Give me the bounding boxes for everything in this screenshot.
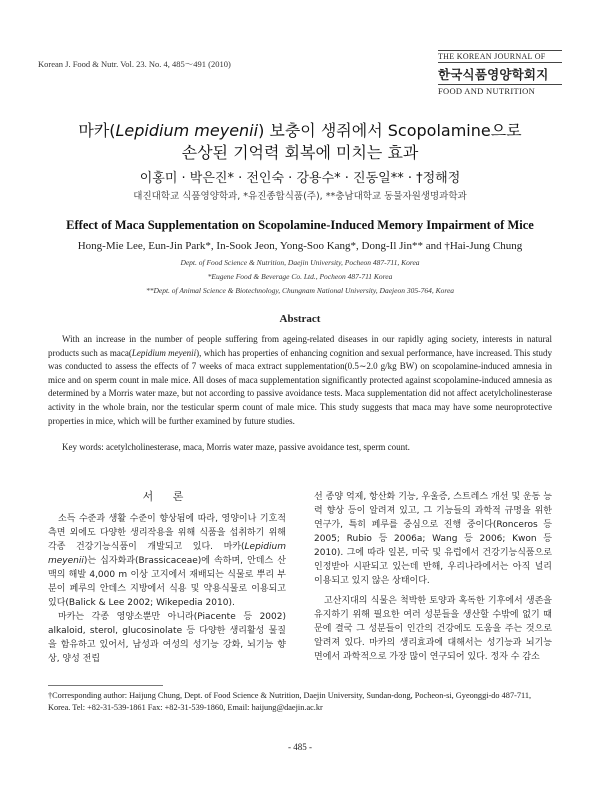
journal-name-en-top: THE KOREAN JOURNAL OF	[438, 50, 562, 63]
journal-name-en-bottom: FOOD AND NUTRITION	[438, 84, 562, 96]
abstract-species: Lepidium meyenii	[131, 347, 197, 358]
footnote-divider	[48, 685, 163, 686]
abstract-heading: Abstract	[279, 313, 321, 325]
affiliation-en-2: *Eugene Food & Beverage Co. Ltd., Pocheon 487-711 Korea	[207, 272, 393, 281]
page-header	[38, 50, 562, 100]
affiliation-en-3: **Dept. of Animal Science & Biotechnology, Chungnam National University, Daejeon 305-764, Korea	[145, 286, 455, 295]
intro-p1-part2: )는 십자화과(Brassicaceae)에 속하며, 안데스 산맥의 해발 4,000 m 이상 고지에서 재배되는 식물로 뿌리 부분이 페루의 안데스 지방에서 식용 및 약용식물로 이용되고 있다(Balick & Lee 2002; Wikepedia 2010).	[48, 556, 286, 608]
journal-masthead	[438, 50, 562, 96]
body-column-right	[314, 490, 552, 664]
journal-citation: Korean J. Food & Nutr. Vol. 23. No. 4, 485～491 (2010)	[38, 59, 231, 69]
title-kr-part1: 마카(	[78, 121, 116, 140]
body-column-left	[48, 490, 286, 666]
page-number: - 485 -	[288, 742, 312, 752]
affiliations-korean: 대진대학교 식품영양학과, *유진종합식품(주), **충남대학교 동물자원생명과학과	[133, 191, 467, 202]
intro-paragraph-3: 선 종양 억제, 항산화 기능, 우울증, 스트레스 개선 및 운동 능력 향상 등이 알려져 있고, 그 기능들의 과학적 규명을 위한 연구가, 특히 페루를 중심으로 진행 중이다(Ronceros 등 2005; Rubio 등 2006a; Wang 등 2006; Kwon 등 2010). 그에 따라 일본, 미국 및 유럽에서 건강기능식품으로 인정받아 시판되고 있는데 반해, 우리나라에서는 아직 널리 이용되고 있지 않은 상태이다.	[314, 492, 552, 586]
paper-title-korean	[30, 120, 570, 164]
corresponding-author-footnote: †Corresponding author: Haijung Chung, Dept. of Food Science & Nutrition, Daejin University, Sundan-dong, Pocheon-si, Gyeonggi-do 487-711, Korea. Tel: +82-31-539-1861 Fax: +82-31-539-1860, Email: haijung@daejin.ac.kr	[48, 691, 532, 712]
title-kr-line2: 손상된 기억력 회복에 미치는 효과	[181, 143, 419, 162]
keywords: Key words: acetylcholinesterase, maca, Morris water maze, passive avoidance test, sperm count.	[62, 442, 410, 452]
abstract-text-part1: With an increase in the number of people suffering from ageing-related diseases in our rapidly aging society, interests in natural products such as maca(	[48, 334, 552, 358]
abstract-text-part2: ), which has properties of enhancing cognition and sexual performance, have increased. This study was conducted to assess the effects of 7 weeks of maca extract supplementation(0.5∼2.0 g/kg BW) on scopolamine-induced amnesia in mice and on sperm count in male mice. All doses of maca supplementation significantly protected against scopolamine-induced amnesia as determined by a Morris water maze, but not according to passive avoidance tests. Maca supplementation did not affect acetylcholinesterase activity in the whole brain, nor the testicular sperm count of male mice. This study suggests that maca may have some neuroprotective properties in mice, which will be further examined by future studies.	[48, 347, 552, 426]
title-kr-line1	[30, 120, 570, 142]
intro-paragraph-2: 마카는 각종 영양소뿐만 아니라(Piacente 등 2002) alkaloid, sterol, glucosinolate 등 다양한 생리활성 물질을 함유하고 있어서, 남성과 여성의 성기능 강화, 뇌기능 향상, 양성 전립	[48, 612, 286, 664]
intro-p1-species: Lepidium meyenii	[48, 542, 286, 566]
affiliation-en-1: Dept. of Food Science & Nutrition, Daejin University, Pocheon 487-711, Korea	[180, 258, 420, 267]
abstract-body	[48, 333, 552, 428]
title-kr-part2: ) 보충이 생쥐에서 Scopolamine으로	[258, 121, 522, 140]
authors-korean: 이홍미 · 박은진* · 전인숙 · 강용수* · 진동일** · †정해정	[139, 171, 461, 186]
section-heading-introduction: 서 론	[142, 490, 192, 503]
intro-paragraph-1	[48, 512, 286, 610]
intro-p1-part1: 소득 수준과 생활 수준이 향상됨에 따라, 영양이나 기호적 측면 외에도 다양한 생리작용을 위해 식품을 섭취하기 위해 각종 건강기능식품이 개발되고 있다. 마카(	[48, 514, 286, 552]
journal-name-kr: 한국식품영양학회지	[438, 67, 549, 82]
intro-paragraph-4: 고산지대의 식물은 척박한 토양과 혹독한 기후에서 생존을 유지하기 위해 필요한 여러 성분들을 생산할 수밖에 없기 때문에 결국 그 성분들이 인간의 건강에도 도움을 주는 것으로 알려져 있다. 마카의 생리효과에 대해서는 성기능과 뇌기능 면에서 과학적으로 가장 많이 연구되어 있다. 정자 수 감소	[314, 596, 552, 662]
paper-title-english: Effect of Maca Supplementation on Scopolamine-Induced Memory Impairment of Mice	[66, 218, 534, 232]
authors-english: Hong-Mie Lee, Eun-Jin Park*, In-Sook Jeon, Yong-Soo Kang*, Dong-Il Jin** and †Hai-Jung Chung	[77, 240, 523, 252]
title-kr-species: Lepidium meyenii	[115, 121, 259, 140]
